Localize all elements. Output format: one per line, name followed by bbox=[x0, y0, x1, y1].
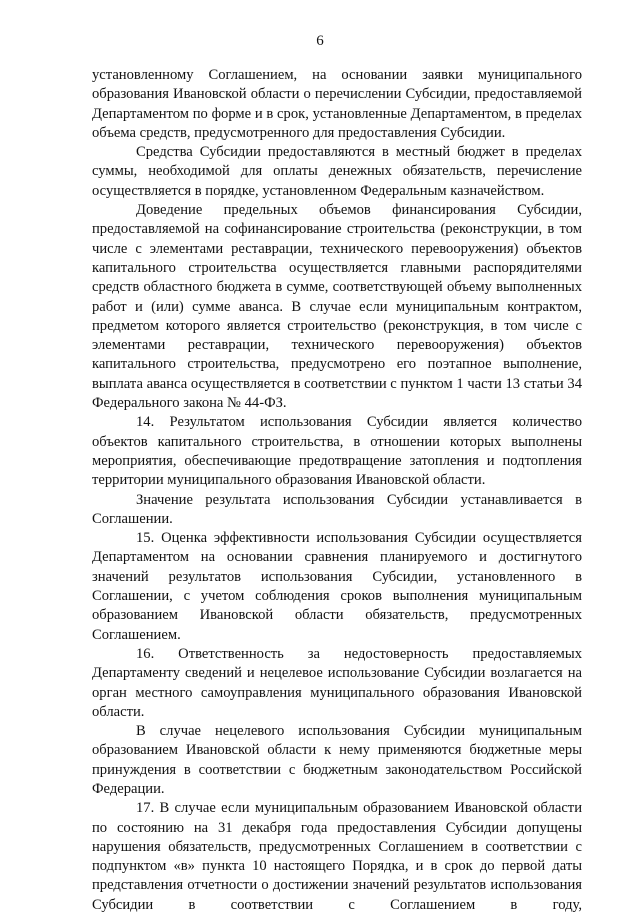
document-body bbox=[92, 66, 582, 915]
paragraph-result-value: Значение результата использования Субсидии устанавливается в Соглашении. bbox=[92, 491, 582, 527]
paragraph-subsidy-transfer: установленному Соглашением, на основании заявки муниципального образования Ивановской области о перечислении Субсидии, предоставляемой Департаментом по форме и в срок, установленные Департаментом, в пределах объема средств, предусмотренного для предоставления Субсидии. bbox=[92, 67, 582, 141]
paragraph-subsidy-funds: Средства Субсидии предоставляются в местный бюджет в пределах суммы, необходимой для оплаты денежных обязательств, перечисление осуществляется в порядке, установленном Федеральным казначейством. bbox=[92, 144, 582, 199]
paragraph-misuse-measures: В случае нецелевого использования Субсидии муниципальным образованием Ивановской области к нему применяются бюджетные меры принуждения в соответствии с бюджетным законодательством Российской Федерации. bbox=[92, 723, 582, 797]
paragraph-financing-limits: Доведение предельных объемов финансирования Субсидии, предоставляемой на софинансирование строительства (реконструкции, в том числе с элементами реставрации, технического перевооружения) объектов капитального строительства осуществляется главными распорядителями средств областного бюджета в сумме, соответствующей объему выполненных работ и (или) сумме аванса. В случае если муниципальным контрактом, предметом которого является строительство (реконструкция, в том числе с элементами реставрации, технического перевооружения) объектов капитального строительства, предусмотрено его поэтапное выполнение, выплата аванса осуществляется в соответствии с пунктом 1 части 13 статьи 34 Федерального закона № 44-ФЗ. bbox=[92, 202, 582, 412]
paragraph-item-17: 17. В случае если муниципальным образованием Ивановской области по состоянию на 31 декабря года предоставления Субсидии допущены нарушения обязательств, предусмотренных Соглашением в соответствии с подпунктом «в» пункта 10 настоящего Порядка, и в срок до первой даты представления отчетности о достижении значений результатов использования Субсидии в соответствии с Соглашением в году, bbox=[92, 800, 582, 913]
paragraph-item-16: 16. Ответственность за недостоверность предоставляемых Департаменту сведений и нецелевое использование Субсидии возлагается на орган местного самоуправления муниципального образования Ивановской области. bbox=[92, 645, 582, 720]
paragraph-item-14: 14. Результатом использования Субсидии является количество объектов капитального строительства, в отношении которых выполнены мероприятия, обеспечивающие предотвращение затопления и подтопления территории муниципального образования Ивановской области. bbox=[92, 414, 582, 489]
paragraph-item-15: 15. Оценка эффективности использования Субсидии осуществляется Департаментом на основании сравнения планируемого и достигнутого значений результатов использования Субсидии, установленного в Соглашении, с учетом соблюдения сроков выполнения муниципальным образованием Ивановской области обязательств, предусмотренных Соглашением. bbox=[92, 530, 582, 643]
page-number: 6 bbox=[316, 33, 324, 49]
